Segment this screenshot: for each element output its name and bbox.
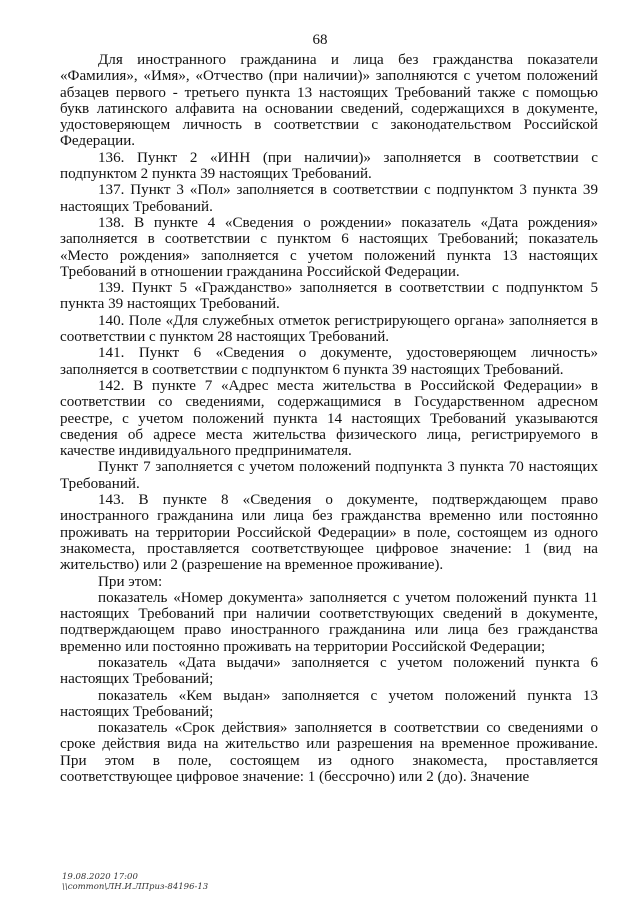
paragraph: 140. Поле «Для служебных отметок регистрирующего органа» заполняется в соответствии с пунктом 28 настоящих Требований. [60,312,598,346]
paragraph: показатель «Дата выдачи» заполняется с учетом положений пункта 6 настоящих Требований; [60,654,598,688]
paragraph: 139. Пункт 5 «Гражданство» заполняется в соответствии с подпунктом 5 пункта 39 настоящих Требований. [60,280,598,313]
paragraph: При этом: [98,573,163,590]
paragraph: показатель «Срок действия» заполняется в соответствии со сведениями о сроке действия вида на жительство или разрешения на временное проживание. При этом в поле, состоящем из одного знакоместа, проставляется соответствующее цифровое значение: 1 (бессрочно) или 2 (до). Значение [60,720,598,786]
footer-file-path: \\common\ЛН.И.ЛПриз-84196-13 [62,881,209,892]
paragraph: 143. В пункте 8 «Сведения о документе, подтверждающем право иностранного гражданина или лица без гражданства временно или постоянно проживать на территории Российской Федерации» в поле, состоящем из одного знакоместа, проставляется соответствующее цифровое значение: 1 (вид на жительство) или 2 (разрешение на временное проживание). [60,492,598,574]
paragraph: показатель «Номер документа» заполняется с учетом положений пункта 11 настоящих Требований при наличии соответствующих сведений в документе, подтверждающем право иностранного гражданина или лица без гражданства временно или постоянно проживать на территории Российской Федерации; [60,589,598,655]
page-number: 68 [312,32,328,48]
paragraph: Для иностранного гражданина и лица без гражданства показатели «Фамилия», «Имя», «Отчество (при наличии)» заполняются с учетом положений абзацев первого - третьего пункта 13 настоящих Требований также с помощью букв латинского алфавита на основании сведений, содержащихся в документе, удостоверяющем личность в соответствии с законодательством Российской Федерации. [60,52,598,150]
paragraph: 141. Пункт 6 «Сведения о документе, удостоверяющем личность» заполняется в соответствии с подпунктом 6 пункта 39 настоящих Требований. [60,345,598,378]
paragraph: показатель «Кем выдан» заполняется с учетом положений пункта 13 настоящих Требований; [60,687,598,720]
paragraph: 138. В пункте 4 «Сведения о рождении» показатель «Дата рождения» заполняется в соответствии с пунктом 6 настоящих Требований; показатель «Место рождения» заполняется с учетом положений пункта 13 настоящих Требований в отношении гражданина Российской Федерации. [60,214,598,280]
paragraph: 136. Пункт 2 «ИНН (при наличии)» заполняется в соответствии с подпунктом 2 пункта 39 настоящих Требований. [60,149,598,183]
document-footer [62,873,208,892]
footer-timestamp: 19.08.2020 17:00 [62,872,138,882]
document-body [60,52,598,785]
paragraph: Пункт 7 заполняется с учетом положений подпункта 3 пункта 70 настоящих Требований. [60,459,598,492]
paragraph: 142. В пункте 7 «Адрес места жительства в Российской Федерации» в соответствии со сведениями, содержащимися в Государственном адресном реестре, с учетом положений пункта 14 настоящих Требований указываются сведения об адресе места жительства физического лица, регистрируемого в качестве индивидуального предпринимателя. [60,377,598,460]
paragraph: 137. Пункт 3 «Пол» заполняется в соответствии с подпунктом 3 пункта 39 настоящих Требований. [60,182,598,215]
